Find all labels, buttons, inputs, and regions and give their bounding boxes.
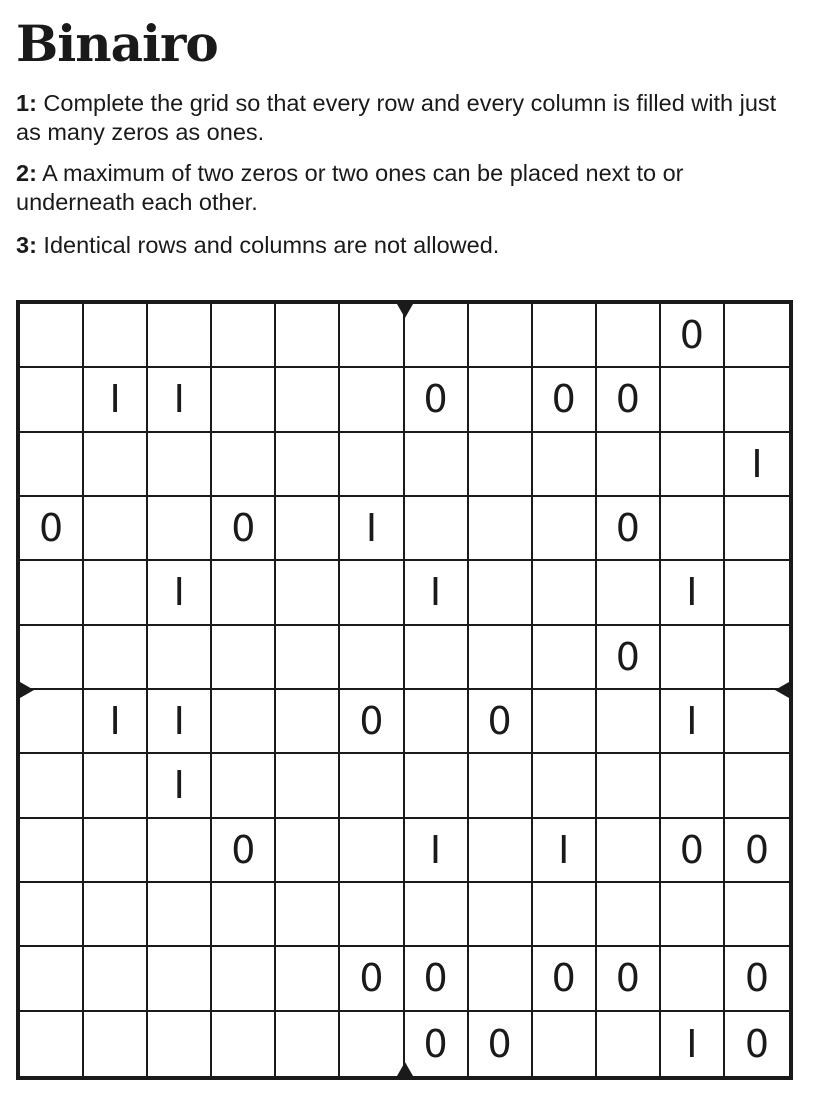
grid-cell-r12-c1[interactable]: [20, 1012, 84, 1076]
grid-cell-r6-c4[interactable]: [212, 626, 276, 690]
grid-cell-r11-c12[interactable]: 0: [725, 947, 789, 1011]
rule-3: [16, 231, 786, 260]
grid-cell-r7-c9[interactable]: [533, 690, 597, 754]
grid-cell-r5-c1[interactable]: [20, 561, 84, 625]
grid-cell-r2-c6[interactable]: [340, 368, 404, 432]
grid-cell-r10-c6[interactable]: [340, 883, 404, 947]
grid-cell-r5-c9[interactable]: [533, 561, 597, 625]
grid-cell-r2-c11[interactable]: [661, 368, 725, 432]
grid-cell-r7-c10[interactable]: [597, 690, 661, 754]
grid-cell-r10-c7[interactable]: [405, 883, 469, 947]
grid-cell-r4-c3[interactable]: [148, 497, 212, 561]
grid-cell-r7-c1[interactable]: [20, 690, 84, 754]
center-marker-right: [775, 682, 789, 698]
grid-cell-r4-c9[interactable]: [533, 497, 597, 561]
grid-cell-r5-c7[interactable]: I: [405, 561, 469, 625]
rule-2: [16, 159, 786, 217]
grid-cell-r12-c3[interactable]: [148, 1012, 212, 1076]
grid-cell-r9-c8[interactable]: [469, 819, 533, 883]
grid-cell-r3-c3[interactable]: [148, 433, 212, 497]
center-marker-bottom: [397, 1062, 413, 1076]
grid-cell-r3-c6[interactable]: [340, 433, 404, 497]
grid-cell-r11-c8[interactable]: [469, 947, 533, 1011]
rule-2-text: A maximum of two zeros or two ones can be placed next to or underneath each other.: [16, 160, 684, 215]
grid-cell-r10-c8[interactable]: [469, 883, 533, 947]
grid-cell-r4-c6[interactable]: I: [340, 497, 404, 561]
grid-cell-r4-c11[interactable]: [661, 497, 725, 561]
grid-cell-r12-c4[interactable]: [212, 1012, 276, 1076]
grid-cell-r2-c4[interactable]: [212, 368, 276, 432]
grid-cell-r1-c3[interactable]: [148, 304, 212, 368]
grid-cell-r2-c7[interactable]: 0: [405, 368, 469, 432]
grid-cell-r6-c2[interactable]: [84, 626, 148, 690]
grid-cell-r3-c11[interactable]: [661, 433, 725, 497]
grid-cell-r9-c3[interactable]: [148, 819, 212, 883]
grid-cell-r6-c10[interactable]: 0: [597, 626, 661, 690]
puzzle-board: [16, 300, 793, 1080]
grid-cell-r12-c12[interactable]: 0: [744, 1021, 770, 1066]
grid-cell-r5-c10[interactable]: [597, 561, 661, 625]
grid-cell-r12-c5[interactable]: [276, 1012, 340, 1076]
grid-cell-r9-c11[interactable]: 0: [661, 819, 725, 883]
grid-cell-r7-c8[interactable]: 0: [469, 690, 533, 754]
grid-cell-r3-c5[interactable]: [276, 433, 340, 497]
rule-1: [16, 89, 786, 147]
grid-cell-r3-c2[interactable]: [84, 433, 148, 497]
grid-cell-r7-c5[interactable]: [276, 690, 340, 754]
grid-cell-r8-c1[interactable]: [20, 754, 84, 818]
grid-cell-r6-c12[interactable]: [725, 626, 789, 690]
grid-cell-r7-c12[interactable]: [725, 690, 789, 754]
grid-cell-r4-c10[interactable]: 0: [597, 497, 661, 561]
rule-1-number: 1:: [16, 90, 37, 116]
grid-cell-r11-c6[interactable]: 0: [340, 947, 404, 1011]
grid-cell-r6-c8[interactable]: [469, 626, 533, 690]
grid-cell-r9-c7[interactable]: I: [405, 819, 469, 883]
grid-cell-r3-c9[interactable]: [533, 433, 597, 497]
grid-cell-r4-c1[interactable]: 0: [20, 497, 84, 561]
grid-cell-r8-c9[interactable]: [533, 754, 597, 818]
grid-cell-r3-c10[interactable]: [597, 433, 661, 497]
grid-cell-r8-c3[interactable]: I: [148, 754, 212, 818]
grid-cell-r10-c2[interactable]: [84, 883, 148, 947]
grid-cell-r1-c4[interactable]: [212, 304, 276, 368]
grid-cell-r10-c9[interactable]: [533, 883, 597, 947]
center-marker-top: [397, 304, 413, 318]
grid-cell-r9-c12[interactable]: 0: [725, 819, 789, 883]
grid-cell-r1-c6[interactable]: [340, 304, 404, 368]
rule-1-text: Complete the grid so that every row and every column is filled with just as many zeros as ones.: [16, 90, 777, 145]
grid-cell-r2-c10[interactable]: 0: [597, 368, 661, 432]
grid-cell-r1-c12[interactable]: [725, 304, 789, 368]
grid-cell-r2-c5[interactable]: [276, 368, 340, 432]
grid-cell-r10-c5[interactable]: [276, 883, 340, 947]
grid-cell-r2-c12[interactable]: [725, 368, 789, 432]
grid-cell-r1-c1[interactable]: [20, 304, 84, 368]
rule-2-number: 2:: [16, 160, 37, 186]
grid-cell-r3-c12[interactable]: I: [725, 433, 789, 497]
grid-cell-r3-c8[interactable]: [469, 433, 533, 497]
grid-cell-r6-c3[interactable]: [148, 626, 212, 690]
grid-cell-r12-c9[interactable]: [533, 1012, 597, 1076]
grid-cell-r5-c12[interactable]: [725, 561, 789, 625]
grid-cell-r9-c2[interactable]: [84, 819, 148, 883]
grid-cell-r6-c7[interactable]: [405, 626, 469, 690]
grid-cell-r8-c6[interactable]: [340, 754, 404, 818]
grid-cell-r9-c9[interactable]: I: [533, 819, 597, 883]
rule-3-number: 3:: [16, 232, 37, 258]
grid-cell-r4-c5[interactable]: [276, 497, 340, 561]
grid-cell-r11-c2[interactable]: [84, 947, 148, 1011]
grid-cell-r8-c7[interactable]: [405, 754, 469, 818]
grid-cell-r8-c10[interactable]: [597, 754, 661, 818]
grid-cell-r11-c10[interactable]: 0: [597, 947, 661, 1011]
grid-cell-r10-c11[interactable]: [661, 883, 725, 947]
grid-cell-r7-c11[interactable]: I: [661, 690, 725, 754]
grid-cell-r6-c1[interactable]: [20, 626, 84, 690]
grid-cell-r6-c6[interactable]: [340, 626, 404, 690]
grid-cell-r3-c1[interactable]: [20, 433, 84, 497]
grid-cell-r11-c5[interactable]: [276, 947, 340, 1011]
grid-cell-r7-c7[interactable]: [405, 690, 469, 754]
rule-3-text: Identical rows and columns are not allowed.: [36, 232, 500, 258]
grid-cell-r11-c1[interactable]: [20, 947, 84, 1011]
grid-cell-r5-c6[interactable]: [340, 561, 404, 625]
grid-cell-r10-c12[interactable]: [725, 883, 789, 947]
grid-cell-r5-c3[interactable]: I: [148, 561, 212, 625]
grid-cell-r1-c2[interactable]: [84, 304, 148, 368]
grid-cell-r1-c10[interactable]: [597, 304, 661, 368]
grid-cell-r6-c5[interactable]: [276, 626, 340, 690]
grid-cell-r10-c3[interactable]: [148, 883, 212, 947]
grid-cell-r11-c9[interactable]: 0: [533, 947, 597, 1011]
grid-cell-r4-c8[interactable]: [469, 497, 533, 561]
grid-cell-r11-c11[interactable]: [661, 947, 725, 1011]
center-marker-left: [20, 682, 34, 698]
grid-cell-r7-c2[interactable]: I: [84, 690, 148, 754]
grid-cell-r9-c5[interactable]: [276, 819, 340, 883]
grid-cell-r9-c10[interactable]: [597, 819, 661, 883]
grid-cell-r2-c8[interactable]: [469, 368, 533, 432]
grid-cell-r2-c1[interactable]: [20, 368, 84, 432]
grid-cell-r5-c5[interactable]: [276, 561, 340, 625]
grid-cell-r11-c4[interactable]: [212, 947, 276, 1011]
grid-cell-r9-c6[interactable]: [340, 819, 404, 883]
grid-cell-r10-c1[interactable]: [20, 883, 84, 947]
grid-cell-r2-c3[interactable]: I: [148, 368, 212, 432]
page-title: Binairo: [16, 14, 218, 73]
grid-cell-r10-c4[interactable]: [212, 883, 276, 947]
grid-cell-r11-c3[interactable]: [148, 947, 212, 1011]
grid-cell-r9-c4[interactable]: 0: [212, 819, 276, 883]
grid-cell-r3-c7[interactable]: [405, 433, 469, 497]
grid-cell-r8-c11[interactable]: [661, 754, 725, 818]
grid-cell-r1-c5[interactable]: [276, 304, 340, 368]
grid-cell-r5-c2[interactable]: [84, 561, 148, 625]
grid-cell-r12-c10[interactable]: [597, 1012, 661, 1076]
grid-cell-r8-c4[interactable]: [212, 754, 276, 818]
grid-cell-r5-c4[interactable]: [212, 561, 276, 625]
grid-cell-r8-c2[interactable]: [84, 754, 148, 818]
grid-cell-r1-c9[interactable]: [533, 304, 597, 368]
grid-cell-r5-c8[interactable]: [469, 561, 533, 625]
grid-cell-r12-c7[interactable]: 0: [405, 1012, 469, 1076]
grid-cell-r9-c1[interactable]: [20, 819, 84, 883]
grid-cell-r5-c11[interactable]: I: [661, 561, 725, 625]
grid-cell-r6-c11[interactable]: [661, 626, 725, 690]
grid-cell-r11-c7[interactable]: 0: [405, 947, 469, 1011]
grid-cell-r3-c4[interactable]: [212, 433, 276, 497]
grid-cell-r4-c2[interactable]: [84, 497, 148, 561]
grid-cell-r12-c6[interactable]: [340, 1012, 404, 1076]
grid-cell-r7-c4[interactable]: [212, 690, 276, 754]
grid-cell-r2-c9[interactable]: 0: [533, 368, 597, 432]
grid-cell-r8-c12[interactable]: [725, 754, 789, 818]
grid-cell-r6-c9[interactable]: [533, 626, 597, 690]
grid-cell-r12-c11[interactable]: I: [661, 1012, 725, 1076]
grid-cell-r4-c12[interactable]: [725, 497, 789, 561]
grid-cell-r2-c2[interactable]: I: [84, 368, 148, 432]
grid-cell-r1-c7[interactable]: [405, 304, 469, 368]
grid-cell-r7-c6[interactable]: 0: [340, 690, 404, 754]
grid-cell-r7-c3[interactable]: I: [148, 690, 212, 754]
grid-cell-r1-c11[interactable]: 0: [661, 304, 725, 368]
grid-cell-r10-c10[interactable]: [597, 883, 661, 947]
grid-cell-r12-c8[interactable]: 0: [469, 1012, 533, 1076]
grid-cell-r8-c8[interactable]: [469, 754, 533, 818]
grid-cell-r8-c5[interactable]: [276, 754, 340, 818]
grid-cell-r1-c8[interactable]: [469, 304, 533, 368]
puzzle-grid: [20, 304, 789, 1076]
grid-cell-r4-c4[interactable]: 0: [212, 497, 276, 561]
grid-cell-r12-c2[interactable]: [84, 1012, 148, 1076]
grid-cell-r4-c7[interactable]: [405, 497, 469, 561]
